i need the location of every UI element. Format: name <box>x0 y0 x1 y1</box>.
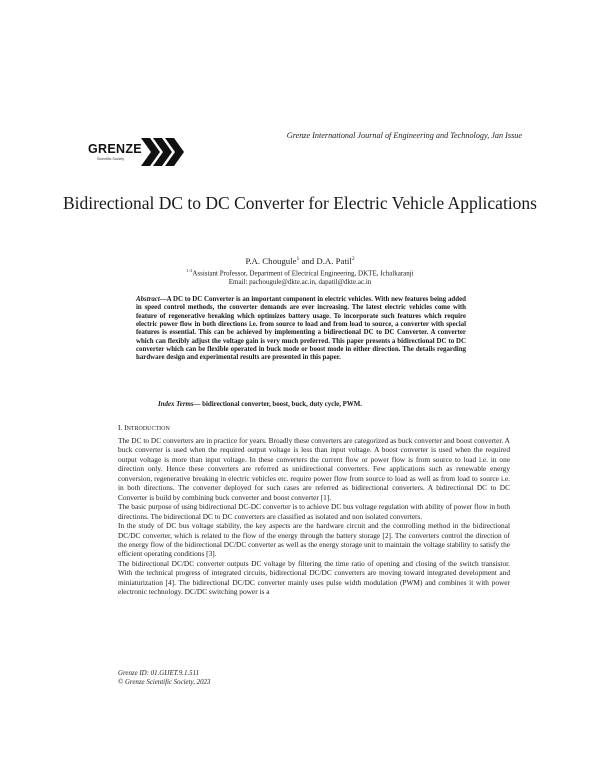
email-line: Email: pachougule@dkte.ac.in, dapatil@dkte.ac.in <box>228 278 372 286</box>
section-heading: I. INTRODUCTION <box>118 423 170 432</box>
affiliation: $^{1-2}$Assistant Professor, Department of Electrical Engineering, DKTE, Ichalkaranji <box>186 268 414 278</box>
logo-subtitle: Scientific Society <box>97 157 125 161</box>
logo-wordmark: GRENZE <box>88 142 142 156</box>
abstract-label: Abstract <box>136 296 160 303</box>
paragraph: The bidirectional DC/DC converter outputs DC voltage by filtering the time ratio of opening and closing of the switch transistor. With the technical progress of integrated circuits, bidirectional DC/DC converters are moving toward integrated development and miniaturization [4]. The bidirectional DC/DC converter mainly uses pulse width modulation (PWM) and combines it with power electronic technology. DC/DC switching power is a <box>118 558 510 597</box>
index-terms: Index Terms— bidirectional converter, boost, buck, duty cycle, PWM. <box>158 401 362 408</box>
footer <box>118 670 210 687</box>
abstract <box>136 296 466 363</box>
chevron-arrows-icon <box>141 138 187 166</box>
authors: P.A. Chougule$^1$ and D.A. Patil$^2$ <box>245 256 355 266</box>
paper-title: Bidirectional DC to DC Converter for Electric Vehicle Applications <box>62 193 537 213</box>
body-text <box>118 436 510 597</box>
grenze-id: Grenze ID: 01.GIJET.9.1.511 <box>118 670 200 677</box>
journal-header: Grenze International Journal of Engineering and Technology, Jan Issue <box>286 131 522 140</box>
index-terms-label: Index Terms <box>158 401 194 408</box>
copyright: © Grenze Scientific Society, 2023 <box>118 678 211 686</box>
abstract-text: —A DC to DC Converter is an important component in electric vehicles. With new features being added in speed control methods, the converter demands are ever increasing. The latest electric vehicles come with feature of regenerative breaking which optimizes battery usage. To incorporate such features which require electric power flow in both directions i.e. from source to load and from load to source, a converter with special features is essential. This can be achieved by implementing a bidirectional DC to DC Converter. A converter which can flexibly adjust the voltage gain is very much preferred. This paper presents a bidirectional DC to DC converter which can be flexible operated in buck mode or boost mode in either direction. The details regarding hardware design and experimental results are presented in this paper. <box>136 296 466 362</box>
paragraph: In the study of DC bus voltage stability, the key aspects are the hardware circuit and the controlling method in the bidirectional DC/DC converter, which is related to the flow of the energy through the battery storage [2]. The converters control the direction of the energy flow of the bidirectional DC/DC converter as well as the energy storage unit to maintain the voltage stability to satisfy the efficient operating conditions [3]. <box>118 521 510 559</box>
paragraph: The DC to DC converters are in practice for years. Broadly these converters are categorized as buck converter and boost converter. A buck converter is used when the required output voltage is less than input voltage. A boost converter is used when the required output voltage is more than input voltage. In these converters the current flow or power flow is from source to load i.e. in one direction only. Hence these converters are referred as unidirectional converters. Few applications such as renewable energy conversion, regenerative breaking in electric vehicles etc. require power flow from source to load as well as from load to source i.e. in both directions. The converter deployed for such cases are referred as bidirectional converters. A bidirectional DC to DC Converter is build by combining buck converter and boost converter [1]. <box>118 436 510 502</box>
grenze-logo <box>88 138 188 168</box>
paragraph: The basic purpose of using bidirectional DC-DC converter is to achieve DC bus voltage regulation with ability of power flow in both directions. The bidirectional DC to DC converters are classified as isolated and non isolated converters. <box>118 502 510 521</box>
